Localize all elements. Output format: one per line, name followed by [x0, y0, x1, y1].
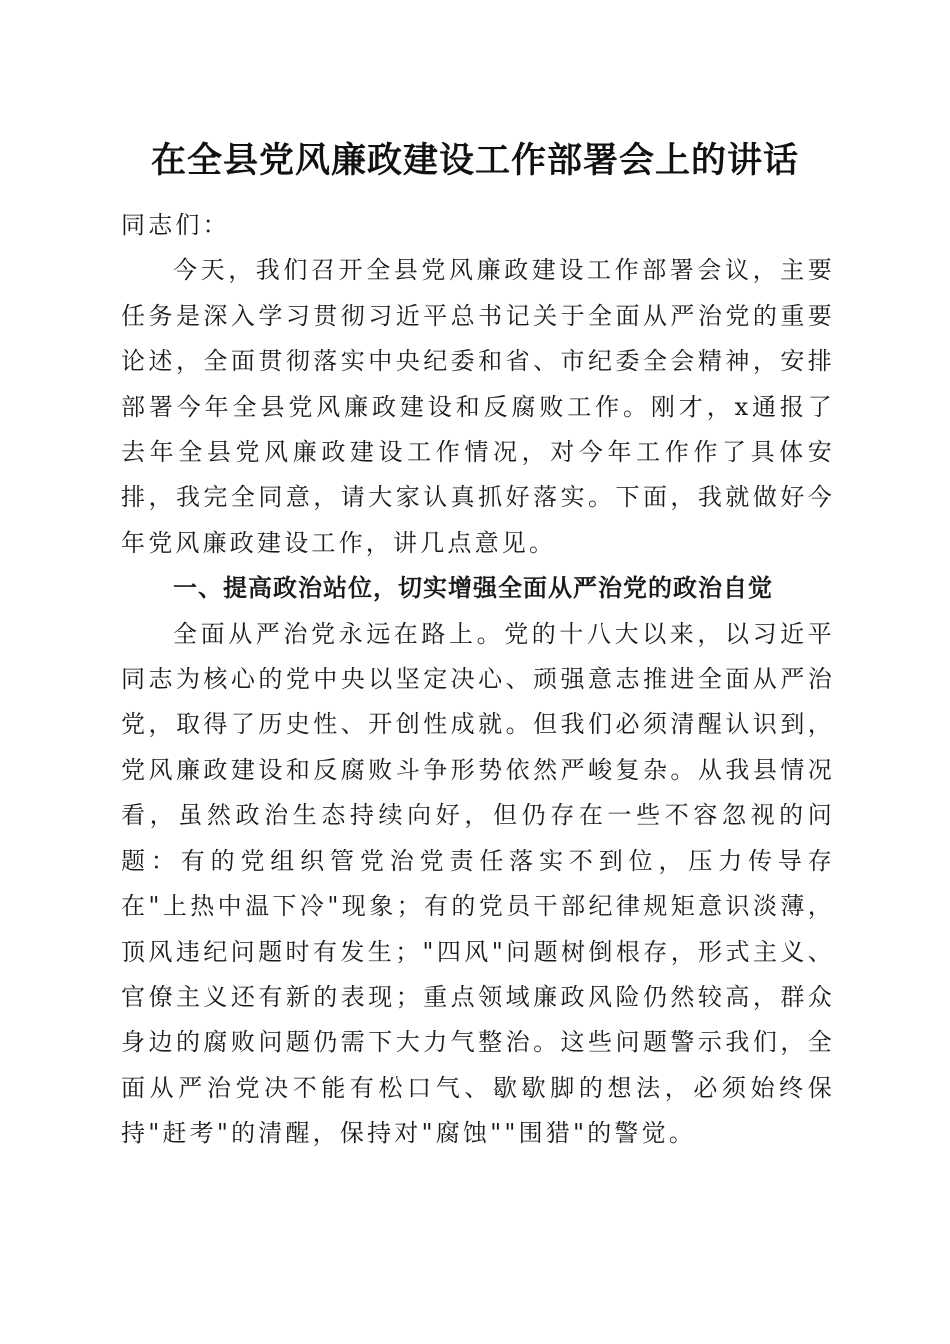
salutation: 同志们：	[121, 211, 230, 239]
intro-paragraph: 今天，我们召开全县党风廉政建设工作部署会议，主要任务是深入学习贯彻习近平总书记关于全面从严治党的重要论述，全面贯彻落实中央纪委和省、市纪委全会精神，安排部署今年全县党风廉政建设和反腐败工作。刚才，x通报了去年全县党风廉政建设工作情况，对今年工作作了具体安排，我完全同意，请大家认真抓好落实。下面，我就做好今年党风廉政建设工作，讲几点意见。	[121, 256, 835, 557]
section-heading-1: 一、提高政治站位，切实增强全面从严治党的政治自觉	[173, 574, 773, 603]
section-1-paragraph: 全面从严治党永远在路上。党的十八大以来，以习近平同志为核心的党中央以坚定决心、顽强意志推进全面从严治党，取得了历史性、开创性成就。但我们必须清醒认识到，党风廉政建设和反腐败斗争形势依然严峻复杂。从我县情况看，虽然政治生态持续向好，但仍存在一些不容忽视的问题：有的党组织管党治党责任落实不到位，压力传导存在"上热中温下冷"现象；有的党员干部纪律规矩意识淡薄，顶风违纪问题时有发生；"四风"问题树倒根存，形式主义、官僚主义还有新的表现；重点领域廉政风险仍然较高，群众身边的腐败问题仍需下大力气整治。这些问题警示我们，全面从严治党决不能有松口气、歇歇脚的想法，必须始终保持"赶考"的清醒，保持对"腐蚀""围猎"的警觉。	[121, 619, 835, 1148]
document-body	[121, 203, 835, 1157]
document-title: 在全县党风廉政建设工作部署会上的讲话	[150, 140, 799, 181]
